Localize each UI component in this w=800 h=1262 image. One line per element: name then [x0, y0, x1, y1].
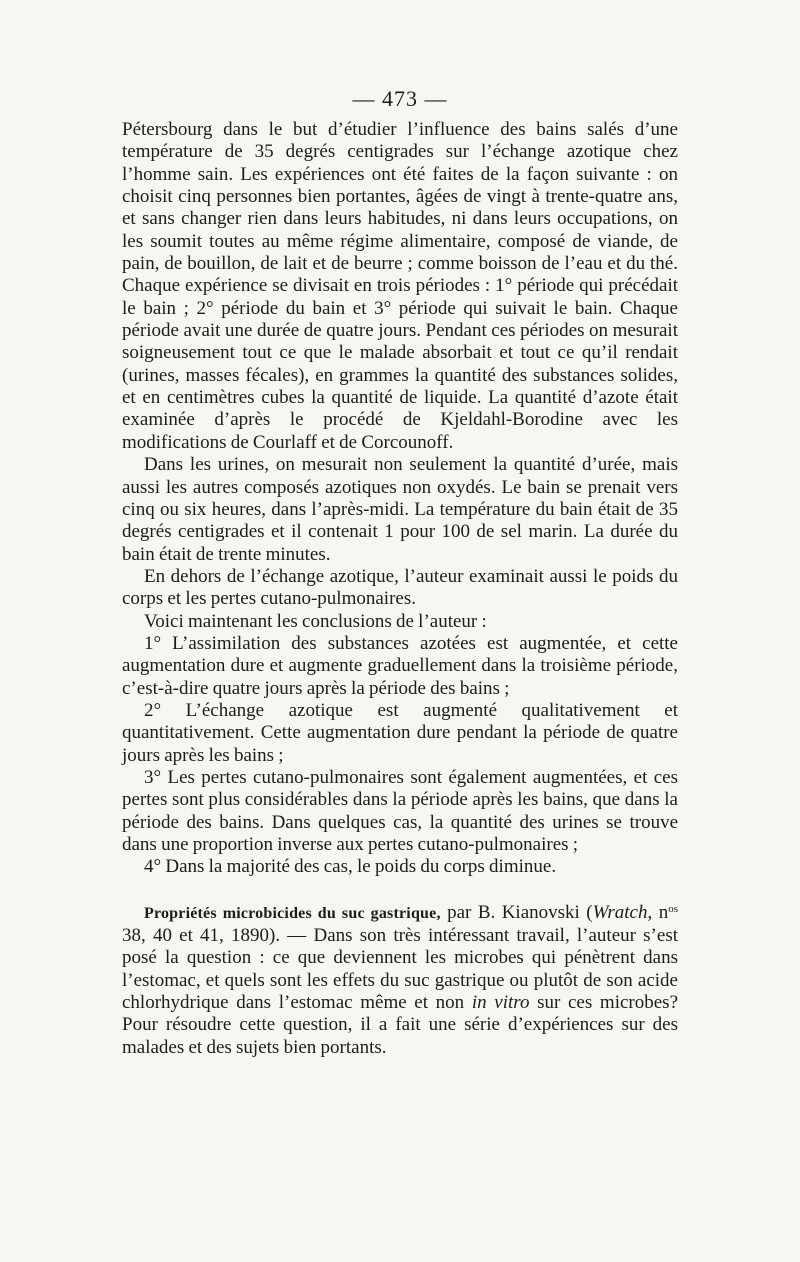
article-issue-prefix: , n	[647, 901, 669, 923]
conclusion-1: 1° L’assimilation des substances azotées est augmentée, et cette augmentation dure et augmente graduellement dans la troisième période, c’est-à-dire quatre jours après la période des bains ;	[122, 632, 678, 699]
paragraph-poids: En dehors de l’échange azotique, l’auteur examinait aussi le poids du corps et les pertes cutano-pulmonaires.	[122, 565, 678, 610]
paragraph-urines: Dans les urines, on mesurait non seulement la quantité d’urée, mais aussi les autres composés azotiques non oxydés. Le bain se prenait vers cinq ou six heures, dans l’après-midi. La température du bain était de 35 degrés centigrades et il contenait 1 pour 100 de sel marin. La durée du bain était de trente minutes.	[122, 454, 678, 565]
paragraph-continuation: Pétersbourg dans le but d’étudier l’influence des bains salés d’une température de 35 degrés centigrades sur l’échange azotique chez l’homme sain. Les expériences ont été faites de la façon suivante : on choisit cinq personnes bien portantes, âgées de vingt à trente-quatre ans, et sans changer rien dans leurs habitudes, ni dans leurs occupations, on les soumit toutes au même régime alimentaire, composé de viande, de pain, de bouillon, de lait et de beurre ; comme boisson de l’eau et du thé. Chaque expérience se divisait en trois périodes : 1° période qui précédait le bain ; 2° période du bain et 3° période qui suivait le bain. Chaque période avait une durée de quatre jours. Pendant ces périodes on mesurait soigneusement tout ce que le malade absorbait et tout ce qu’il rendait (urines, masses fécales), en grammes la quantité des substances solides, et en centimètres cubes la quantité de liquide. La quantité d’azote était examinée d’après le procédé de Kjeldahl-Borodine avec les modifications de Courlaff et de Corcounoff.	[122, 119, 678, 453]
article-title: Propriétés microbicides du suc gastrique,	[144, 904, 441, 922]
article-body: 38, 40 et 41, 1890). — Dans son très intéressant travail, l’auteur s’est posé la question : ce que deviennent les microbes qui pénètrent dans l’estomac, et quels sont les effets du suc gastrique ou plutôt de son acide chlorhydrique dans l’estomac même et non	[122, 925, 678, 1014]
conclusion-3: 3° Les pertes cutano-pulmonaires sont également augmentées, et ces pertes sont plus considérables dans la période après les bains, que dans la période des bains. Dans quelques cas, la quantité des urines se trouve dans une proportion inverse aux pertes cutano-pulmonaires ;	[122, 766, 678, 855]
article-issue-sup: os	[668, 902, 678, 915]
paragraph-conclusions-intro: Voici maintenant les conclusions de l’auteur :	[144, 610, 487, 632]
article-kianovski	[122, 902, 678, 1059]
page-number: — 473 —	[352, 86, 448, 111]
article-author: par B. Kianovski (	[440, 901, 593, 923]
article-journal: Wratch	[592, 901, 648, 923]
body-text	[122, 119, 678, 1059]
article-in-vitro: in vitro	[471, 992, 530, 1014]
conclusion-2: 2° L’échange azotique est augmenté qualitativement et quantitativement. Cette augmentation dure pendant la période de quatre jours après les bains ;	[122, 699, 678, 766]
conclusion-4: 4° Dans la majorité des cas, le poids du corps diminue.	[144, 856, 557, 878]
article-body-end: sur ces microbes? Pour résoudre cette question, il a fait une série d’expériences sur des malades et des sujets bien portants.	[122, 992, 678, 1058]
